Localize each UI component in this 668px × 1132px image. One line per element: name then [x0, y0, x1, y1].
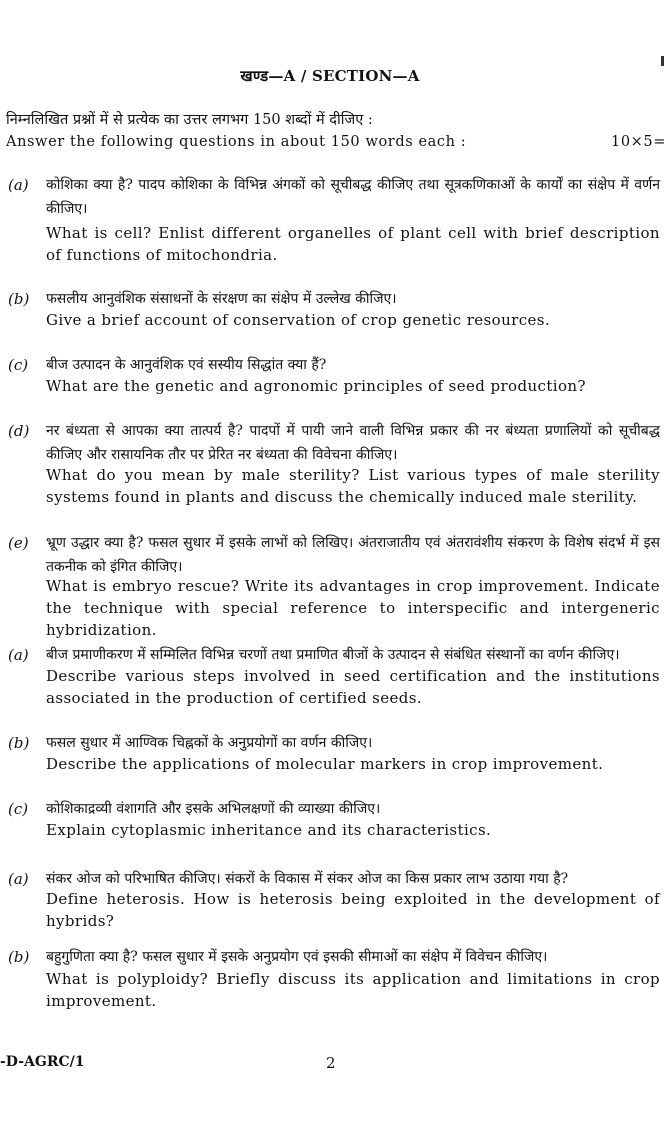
question-hindi: फसल सुधार में आण्विक चिह्नकों के अनुप्रयोगों का वर्णन कीजिए।: [46, 735, 373, 751]
paper-code: -D-AGRC/1: [0, 1054, 85, 1070]
instructions-english-text: Answer the following questions in about 150 words each :: [6, 134, 467, 150]
instructions-english: [6, 134, 666, 150]
section-title-english: SECTION—A: [312, 67, 420, 85]
section-title-hindi: खण्ड—A: [240, 67, 296, 85]
question-label: (e): [8, 534, 29, 552]
question-hindi: संकर ओज को परिभाषित कीजिए। संकरों के विकास में संकर ओज का किस प्रकार लाभ उठाया गया है?: [46, 871, 569, 887]
question-hindi: भ्रूण उद्धार क्या है? फसल सुधार में इसके लाभों को लिखिए। अंतराजातीय एवं अंतरावंशीय संकरण के विशेष संदर्भ में इस तकनीक को इंगित कीजिए।: [46, 535, 660, 575]
marks-allocation: 10×5=: [611, 134, 666, 150]
question-label: (c): [8, 356, 29, 374]
question-english: Describe the applications of molecular markers in crop improvement.: [46, 755, 604, 773]
section-title: [0, 66, 660, 86]
question-hindi: कोशिकाद्रव्यी वंशागति और इसके अभिलक्षणों की व्याख्या कीजिए।: [46, 801, 381, 817]
question-hindi: कोशिका क्या है? पादप कोशिका के विभिन्न अंगकों को सूचीबद्ध कीजिए तथा सूत्रकणिकाओं के कार्यों का संक्षेप में वर्णन कीजिए।: [46, 177, 660, 217]
question-hindi: बहुगुणिता क्या है? फसल सुधार में इसके अनुप्रयोग एवं इसकी सीमाओं का संक्षेप में विवेचन कीजिए।: [46, 949, 548, 965]
question-label: (b): [8, 290, 30, 308]
section-title-separator: /: [300, 67, 307, 85]
page-number: 2: [326, 1054, 336, 1072]
instructions-hindi: निम्नलिखित प्रश्नों में से प्रत्येक का उत्तर लगभग 150 शब्दों में दीजिए :: [6, 112, 373, 128]
question-label: (b): [8, 948, 30, 966]
question-label: (a): [8, 870, 29, 888]
question-english: What is polyploidy? Briefly discuss its application and limitations in crop improvement.: [46, 970, 660, 1010]
question-hindi: बीज उत्पादन के आनुवंशिक एवं सस्यीय सिद्धांत क्या हैं?: [46, 357, 327, 373]
question-hindi: फसलीय आनुवंशिक संसाधनों के संरक्षण का संक्षेप में उल्लेख कीजिए।: [46, 291, 397, 307]
question-english: Describe various steps involved in seed certification and the institutions associated in the production of certified seeds.: [46, 667, 660, 707]
question-english: Define heterosis. How is heterosis being exploited in the development of hybrids?: [46, 890, 660, 930]
question-label: (d): [8, 422, 30, 440]
edge-mark: [661, 56, 664, 66]
question-english: What do you mean by male sterility? List various types of male sterility systems found in plants and discuss the chemically induced male sterility.: [46, 466, 660, 506]
question-hindi: बीज प्रमाणीकरण में सम्मिलित विभिन्न चरणों तथा प्रमाणित बीजों के उत्पादन से संबंधित संस्थानों का वर्णन कीजिए।: [46, 647, 620, 663]
question-english: What is cell? Enlist different organelles of plant cell with brief description of functions of mitochondria.: [46, 224, 660, 264]
question-english: Give a brief account of conservation of crop genetic resources.: [46, 311, 551, 329]
question-hindi: नर बंध्यता से आपका क्या तात्पर्य है? पादपों में पायी जाने वाली विभिन्न प्रकार की नर बंध्यता प्रणालियों को सूचीबद्ध कीजिए और रासायनिक तौर पर प्रेरित नर बंध्यता की विवेचना कीजिए।: [46, 423, 660, 463]
question-label: (a): [8, 646, 29, 664]
question-label: (b): [8, 734, 30, 752]
question-label: (a): [8, 176, 29, 194]
question-english: What are the genetic and agronomic principles of seed production?: [46, 377, 586, 395]
question-label: (c): [8, 800, 29, 818]
question-english: What is embryo rescue? Write its advantages in crop improvement. Indicate the technique with special reference to interspecific and intergeneric hybridization.: [46, 577, 660, 639]
question-english: Explain cytoplasmic inheritance and its characteristics.: [46, 821, 492, 839]
